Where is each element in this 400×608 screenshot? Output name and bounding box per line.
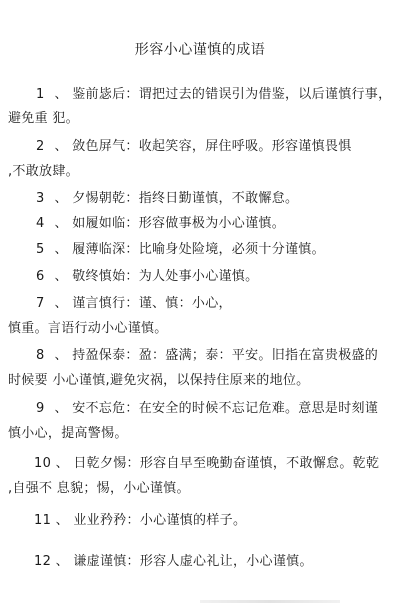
entry-separator: 、 <box>54 296 68 311</box>
entry-number: 1 <box>36 87 45 102</box>
entry-text: 鉴前毖后：谓把过去的错误引为借鉴，以后谨慎行事， <box>72 87 392 102</box>
entry-6-line-1 <box>36 268 258 286</box>
entry-number: 10 <box>34 456 52 471</box>
entry-text: 谨言慎行：谨、慎：小心， <box>72 296 232 311</box>
entry-text: 如履如临：形容做事极为小心谨慎。 <box>72 216 285 231</box>
entry-separator: 、 <box>54 401 68 416</box>
entry-separator: 、 <box>55 554 69 569</box>
entry-8-line-2: 时候要 小心谨慎,避免灾祸，以保持住原来的地位。 <box>8 373 310 388</box>
entry-1-line-2: 避免重 犯。 <box>8 111 79 126</box>
entry-text: 业业矜矜：小心谨慎的样子。 <box>73 513 247 528</box>
entry-7-line-2: 慎重。言语行动小心谨慎。 <box>8 321 168 336</box>
entry-separator: 、 <box>54 216 68 231</box>
entry-number: 11 <box>34 513 52 528</box>
entry-separator: 、 <box>54 191 68 206</box>
entry-separator: 、 <box>54 139 68 154</box>
entry-text: 安不忘危：在安全的时候不忘记危难。意思是时刻谨 <box>72 401 379 416</box>
entry-5-line-1 <box>36 241 325 259</box>
entry-text: 夕惕朝乾：指终日勤谨慎，不敢懈怠。 <box>72 191 299 206</box>
entry-separator: 、 <box>54 87 68 102</box>
entry-separator: 、 <box>54 242 68 257</box>
document-title: 形容小心谨慎的成语 <box>134 42 266 58</box>
entry-10-line-2: ,自强不 息貌；惕，小心谨慎。 <box>8 481 190 496</box>
entry-3-line-1 <box>36 190 298 208</box>
entry-text: 谦虚谨慎：形容人虚心礼让，小心谨慎。 <box>73 554 313 569</box>
entry-separator: 、 <box>54 348 68 363</box>
entry-separator: 、 <box>55 513 69 528</box>
entry-separator: 、 <box>54 269 68 284</box>
entry-text: 敛色屏气：收起笑容，屏住呼吸。形容谨慎畏惧 <box>72 139 352 154</box>
entry-text: 履薄临深：比喻身处险境，必须十分谨慎。 <box>72 242 325 257</box>
entry-4-line-1 <box>36 215 285 233</box>
entry-separator: 、 <box>55 456 69 471</box>
entry-number: 5 <box>36 242 45 257</box>
entry-10-line-1 <box>34 455 379 473</box>
entry-7-line-1 <box>36 295 232 313</box>
entry-1-line-1 <box>36 86 391 104</box>
entry-number: 12 <box>34 554 52 569</box>
entry-11-line-1 <box>34 512 246 530</box>
entry-number: 6 <box>36 269 45 284</box>
entry-number: 4 <box>36 216 45 231</box>
entry-8-line-1 <box>36 347 378 365</box>
entry-9-line-2: 慎小心，提高警惕。 <box>8 426 128 441</box>
entry-number: 8 <box>36 348 45 363</box>
entry-number: 7 <box>36 296 45 311</box>
entry-number: 2 <box>36 139 45 154</box>
entry-text: 持盈保泰：盈：盛满；泰：平安。旧指在富贵极盛的 <box>72 348 379 363</box>
entry-2-line-1 <box>36 138 352 156</box>
page-bottom-edge-shadow <box>200 600 340 603</box>
entry-text: 敬终慎始：为人处事小心谨慎。 <box>72 269 259 284</box>
entry-12-line-1 <box>34 553 313 571</box>
entry-2-line-2: ,不敢放肆。 <box>8 164 79 179</box>
entry-9-line-1 <box>36 400 378 418</box>
entry-text: 日乾夕惕：形容自早至晚勤奋谨慎，不敢懈怠。乾乾 <box>73 456 380 471</box>
entry-number: 3 <box>36 191 45 206</box>
entry-number: 9 <box>36 401 45 416</box>
